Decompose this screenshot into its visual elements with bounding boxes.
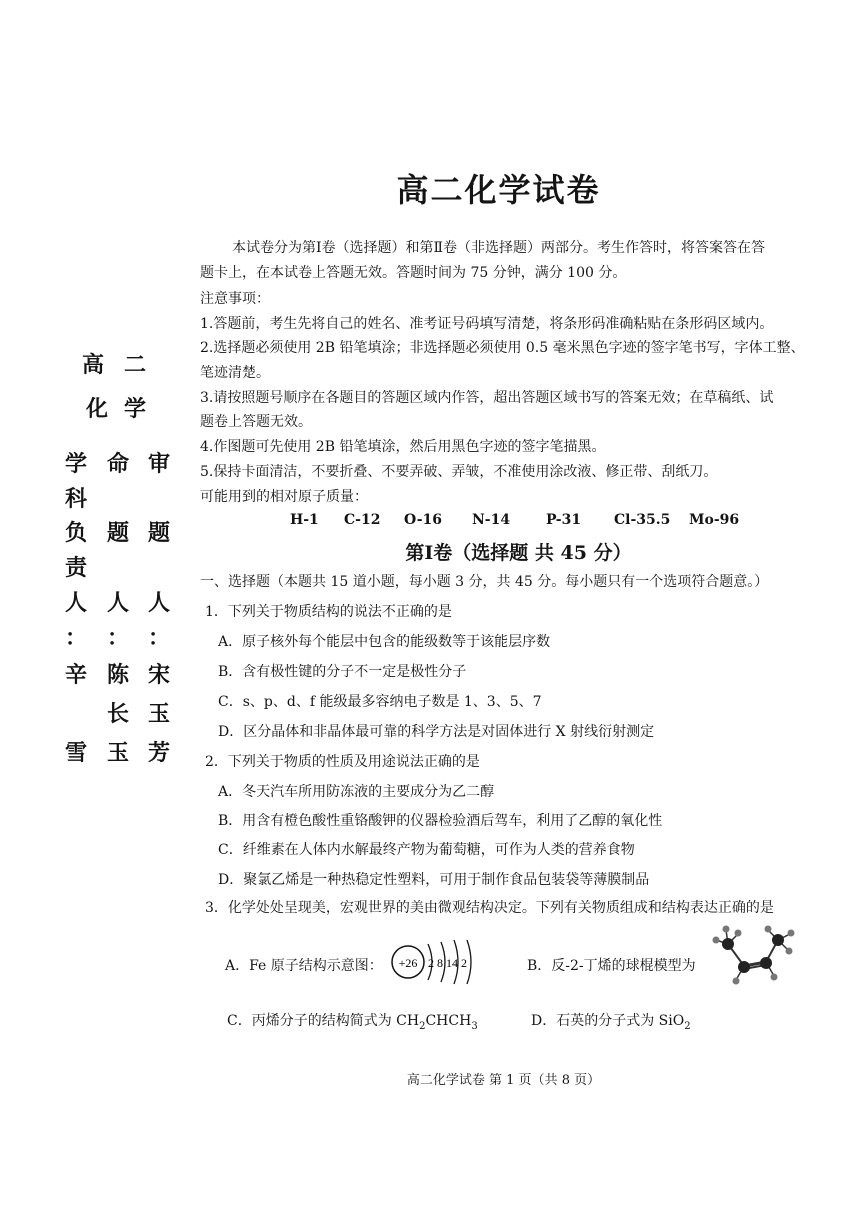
sidebar-col-right-6: 宋 [148,662,171,688]
q1-stem: 1．下列关于物质结构的说法不正确的是 [205,604,452,620]
notice-2b: 笔迹清楚。 [200,365,270,381]
sidebar-col-left-8: 雪 [65,740,88,766]
sidebar-grade-2: 二 [124,352,147,378]
q2-option-b: B．用含有橙色酸性重铬酸钾的仪器检验酒后驾车，利用了乙醇的氧化性 [218,813,663,829]
fe-shell-counts: 2 8 14 2 [428,956,467,970]
sidebar-col-left-5: ： [65,625,88,651]
q1-option-a: A．原子核外每个能层中包含的能级数等于该能层序数 [218,634,551,650]
notice-4: 4.作图题可先使用 2B 铅笔填涂，然后用黑色字迹的签字笔描黑。 [200,439,606,455]
mass-mo: Mo-96 [689,512,740,528]
sidebar-col-right-0: 审 [148,451,171,477]
intro-line-2: 题卡上，在本试卷上答题无效。答题时间为 75 分钟，满分 100 分。 [200,265,627,281]
intro-line-1: 本试卷分为第Ⅰ卷（选择题）和第Ⅱ卷（非选择题）两部分。考生作答时，将答案答在答 [232,240,766,256]
sidebar-col-mid-8: 玉 [107,740,130,766]
sidebar-col-left-0: 学 [65,451,88,477]
mass-o: O-16 [404,512,443,528]
notice-1: 1.答题前，考生先将自己的姓名、准考证号码填写清楚，将条形码准确粘贴在条形码区域内。 [200,316,774,332]
mass-p: P-31 [546,512,582,528]
sidebar-col-mid-2: 题 [107,520,130,546]
q3-option-c: C．丙烯分子的结构简式为 $CH_2CHCH_3$ [227,1013,478,1032]
sidebar-grade-1: 高 [82,352,105,378]
sidebar-subject-1: 化 [86,396,109,422]
q2-option-c: C．纤维素在人体内水解最终产物为葡萄糖，可作为人类的营养食物 [218,842,635,858]
trans-2-butene-ball-stick-model [704,922,804,988]
q2-option-d: D．聚氯乙烯是一种热稳定性塑料，可用于制作食品包装袋等薄膜制品 [218,872,650,888]
sidebar-col-right-5: ： [148,625,171,651]
mass-n: N-14 [472,512,511,528]
sidebar-col-right-4: 人 [148,590,171,616]
sidebar-subject-2: 学 [124,396,147,422]
fe-nucleus-charge: +26 [398,956,418,970]
notice-heading: 注意事项： [200,291,270,307]
sidebar-col-mid-7: 长 [107,701,130,727]
sidebar-col-mid-5: ： [107,625,130,651]
q2-option-a: A．冬天汽车所用防冻液的主要成分为乙二醇 [218,784,495,800]
section-title: 第Ⅰ卷（选择题 共 45 分） [405,542,632,564]
sidebar-col-mid-6: 陈 [107,662,130,688]
q2-stem: 2．下列关于物质的性质及用途说法正确的是 [205,754,480,770]
page-footer: 高二化学试卷 第 1 页（共 8 页） [406,1073,601,1088]
q3-stem: 3．化学处处呈现美，宏观世界的美由微观结构决定。下列有关物质组成和结构表达正确的是 [205,900,774,916]
sidebar-col-right-2: 题 [148,520,171,546]
q3-option-b: B．反-2-丁烯的球棍模型为 [527,958,696,974]
sidebar-col-mid-4: 人 [107,590,130,616]
q1-option-c: C．s、p、d、f 能级最多容纳电子数是 1、3、5、7 [218,694,542,710]
mass-c: C-12 [344,512,381,528]
q1-option-b: B．含有极性键的分子不一定是极性分子 [218,664,467,680]
sidebar-col-left-4: 人 [65,590,88,616]
sidebar-col-left-1: 科 [65,486,88,512]
sidebar-col-left-3: 责 [65,555,88,581]
sidebar-col-mid-0: 命 [107,451,130,477]
page-title: 高二化学试卷 [396,171,601,209]
section-instruction: 一、选择题（本题共 15 道小题，每小题 3 分，共 45 分。每小题只有一个选项符合题意。） [200,574,769,590]
sidebar-col-right-8: 芳 [148,740,171,766]
notice-3b: 题卷上答题无效。 [200,414,312,430]
q1-option-d: D．区分晶体和非晶体最可靠的科学方法是对固体进行 X 射线衍射测定 [218,724,655,740]
sidebar-col-right-7: 玉 [148,701,171,727]
notice-2a: 2.选择题必须使用 2B 铅笔填涂；非选择题必须使用 0.5 毫米黑色字迹的签字笔书写，字体工整、 [200,340,805,356]
sidebar-col-left-6: 辛 [65,662,88,688]
q3-option-d: D．石英的分子式为 SiO$_2$ [531,1013,691,1032]
mass-cl: Cl-35.5 [614,512,671,528]
notice-5: 5.保持卡面清洁，不要折叠、不要弄破、弄皱，不准使用涂改液、修正带、刮纸刀。 [200,464,718,480]
fe-atom-structure-diagram [388,934,488,990]
sidebar-col-left-2: 负 [65,520,88,546]
atomic-mass-label: 可能用到的相对原子质量： [200,489,368,505]
q3-option-a: A．Fe 原子结构示意图： [225,958,383,974]
mass-h: H-1 [290,512,319,528]
notice-3a: 3.请按照题号顺序在各题目的答题区域内作答，超出答题区域书写的答案无效；在草稿纸、试 [200,390,774,406]
